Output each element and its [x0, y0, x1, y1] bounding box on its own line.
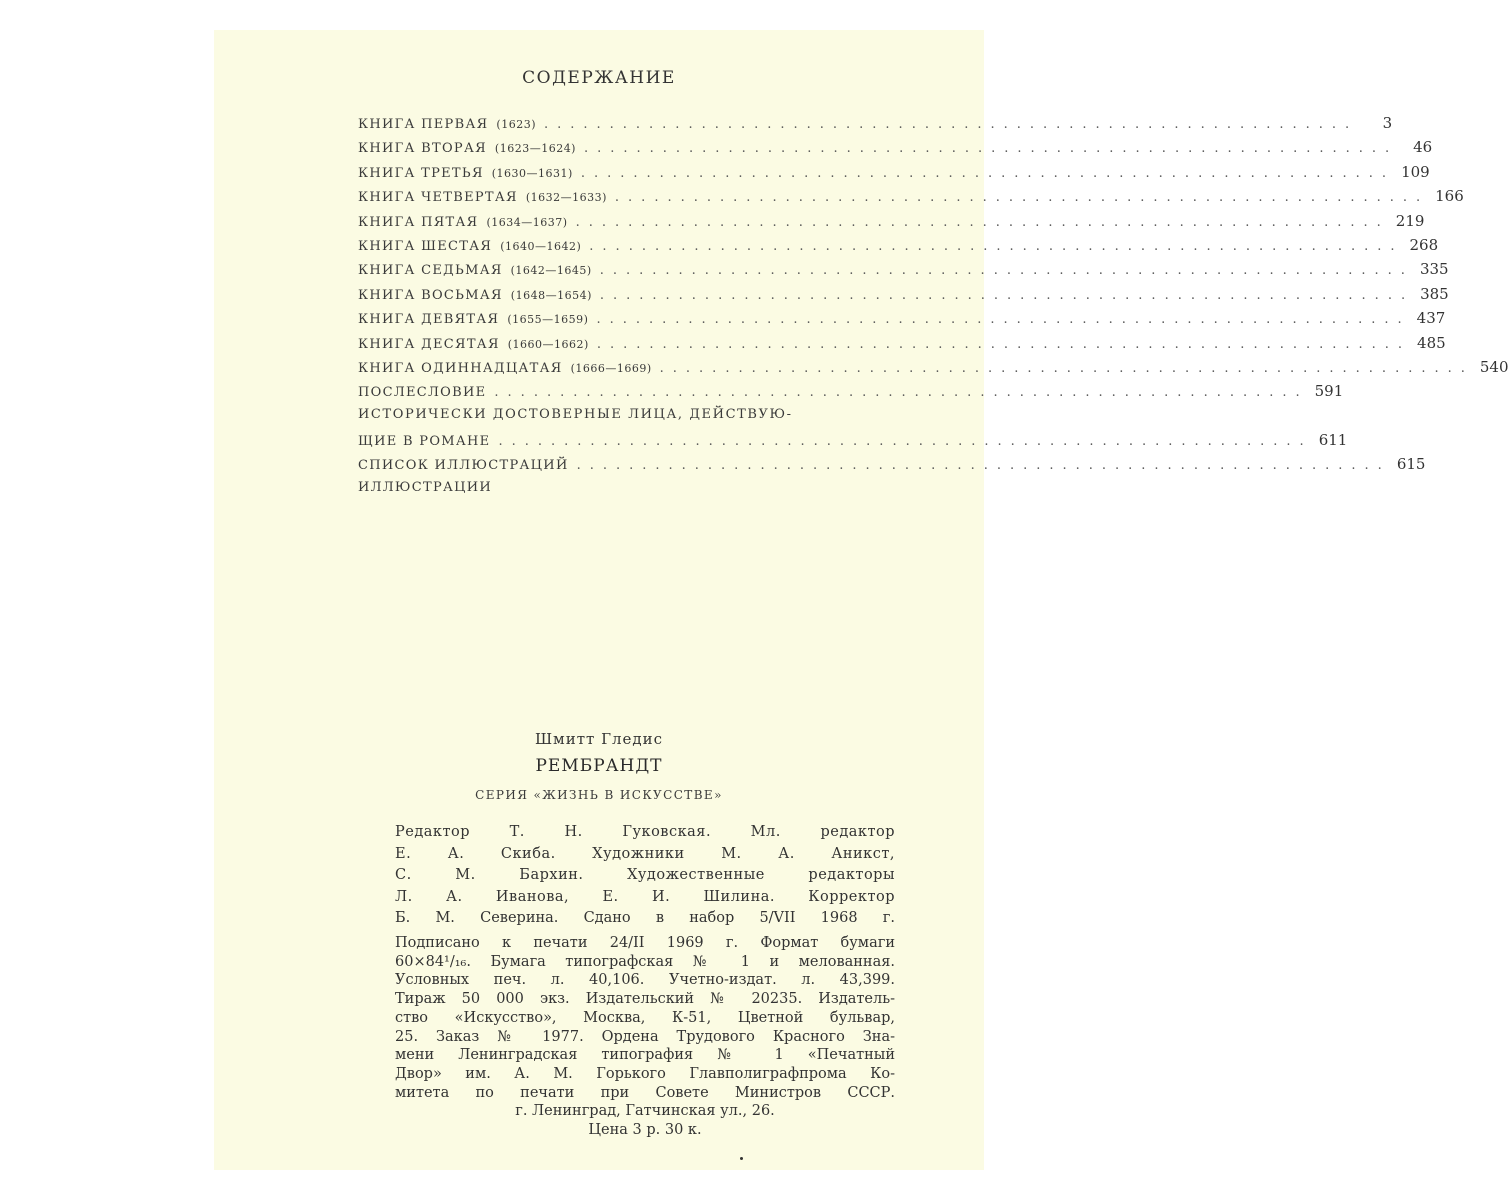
- imprint-block: [214, 730, 984, 1139]
- leader-dots: ..............................................................: [599, 287, 1415, 303]
- toc-entry: [358, 333, 1446, 358]
- details-line: мени Ленинградская типография № 1 «Печатный: [395, 1047, 895, 1064]
- toc-entry-page: 437: [1416, 309, 1446, 328]
- toc-entry-years: (1632—1633): [525, 191, 607, 205]
- details-line: г. Ленинград, Гатчинская ул., 26.: [515, 1103, 775, 1120]
- toc-entry-label: КНИГА ДЕВЯТАЯ: [358, 312, 500, 328]
- toc-entry: [358, 284, 1449, 309]
- contents-title: СОДЕРЖАНИЕ: [522, 68, 676, 88]
- toc-entry-page: 385: [1420, 284, 1449, 303]
- toc-entry: [358, 455, 1426, 479]
- toc-entry-label: КНИГА ДЕСЯТАЯ: [358, 336, 500, 352]
- credits-paragraph: [395, 822, 895, 930]
- toc-entry-page: 268: [1409, 235, 1439, 254]
- leader-dots: ..............................................................: [498, 434, 1313, 450]
- toc-entry: [358, 162, 1430, 187]
- toc-entry-years: (1655—1659): [507, 313, 589, 327]
- toc-entry: [358, 211, 1425, 236]
- price-line: Цена 3 р. 30 к.: [588, 1122, 702, 1139]
- leader-dots: ..............................................................: [614, 190, 1430, 206]
- toc-entry-page: 591: [1314, 382, 1344, 401]
- toc-entry-label: ИСТОРИЧЕСКИ ДОСТОВЕРНЫЕ ЛИЦА, ДЕЙСТВУЮ-: [358, 406, 793, 422]
- toc-entry-label: ЩИЕ В РОМАНЕ: [358, 434, 491, 450]
- details-line: ство «Искусство», Москва, К-51, Цветной бульвар,: [395, 1009, 895, 1026]
- details-line: Подписано к печати 24/II 1969 г. Формат бумаги: [395, 935, 895, 951]
- leader-dots: ..............................................................: [494, 385, 1309, 401]
- toc-entry: [358, 309, 1446, 333]
- toc-entry-years: (1623—1624): [494, 142, 576, 156]
- leader-dots: ..............................................................: [580, 165, 1396, 181]
- toc-entry-page: 615: [1396, 455, 1426, 474]
- toc-entry: [358, 260, 1449, 284]
- toc-entry-label: КНИГА ПЯТАЯ: [358, 214, 479, 230]
- toc-entry: [358, 480, 918, 504]
- toc-entry-page: 3: [1382, 114, 1393, 132]
- toc-entry: [358, 114, 1393, 138]
- toc-entry-label: КНИГА ПЕРВАЯ: [358, 117, 489, 132]
- toc-entry-label: КНИГА ОДИННАДЦАТАЯ: [358, 360, 563, 376]
- toc-entry-label: КНИГА ВОСЬМАЯ: [358, 287, 503, 303]
- toc-entry: [358, 138, 1433, 162]
- leader-dots: ..............................................................: [596, 336, 1412, 352]
- toc-entry-page: 109: [1401, 162, 1430, 181]
- toc-entry: [358, 357, 1509, 382]
- leader-dots: ..............................................................: [543, 117, 1359, 132]
- toc-entry-years: (1642—1645): [510, 264, 592, 278]
- toc-entry-label: КНИГА ВТОРАЯ: [358, 141, 487, 157]
- toc-entry-page: 611: [1318, 431, 1348, 450]
- toc-entry: [358, 407, 918, 431]
- leader-dots: ..............................................................: [589, 238, 1404, 254]
- toc-entry-page: 540: [1479, 357, 1509, 376]
- toc-entry-label: КНИГА ЧЕТВЕРТАЯ: [358, 190, 518, 206]
- toc-entry-page: 46: [1413, 138, 1433, 157]
- author-name: Шмитт Гледис: [534, 730, 664, 748]
- credits-line: Л. А. Иванова, Е. И. Шилина. Корректор: [395, 888, 895, 905]
- credits-line: Е. А. Скиба. Художники М. А. Аникст,: [395, 845, 895, 862]
- leader-dots: ..............................................................: [599, 263, 1414, 279]
- toc-entry: [358, 187, 1464, 211]
- toc-entry-label: СПИСОК ИЛЛЮСТРАЦИЙ: [358, 458, 569, 474]
- series-name: СЕРИЯ «ЖИЗНЬ В ИСКУССТВЕ»: [475, 788, 723, 802]
- toc-entry-label: КНИГА СЕДЬМАЯ: [358, 263, 503, 279]
- credits-line: Б. М. Северина. Сдано в набор 5/VII 1968 г.: [395, 910, 895, 926]
- details-line: Условных печ. л. 40,106. Учетно-издат. л. 43,399.: [395, 972, 895, 989]
- leader-dots: ..............................................................: [596, 312, 1411, 328]
- ink-dot: [740, 1157, 743, 1160]
- leader-dots: ..............................................................: [659, 360, 1474, 376]
- credits-line: С. М. Бархин. Художественные редакторы: [395, 867, 895, 883]
- toc-entry-label: КНИГА ТРЕТЬЯ: [358, 165, 484, 181]
- toc-entry-years: (1640—1642): [500, 239, 582, 253]
- toc-entry-label: КНИГА ШЕСТАЯ: [358, 238, 493, 254]
- book-title: РЕМБРАНДТ: [535, 756, 663, 776]
- toc-entry: [358, 235, 1439, 260]
- toc-entry-years: (1634—1637): [486, 215, 568, 229]
- toc-entry-label: ПОСЛЕСЛОВИЕ: [358, 385, 487, 401]
- leader-dots: ..............................................................: [575, 214, 1390, 230]
- toc-entry-page: 166: [1435, 187, 1464, 206]
- details-line: 60×84¹/₁₆. Бумага типографская № 1 и мелованная.: [395, 953, 895, 970]
- toc-entry-years: (1660—1662): [507, 337, 589, 351]
- book-page: [214, 30, 1509, 1170]
- toc-entry-years: (1666—1669): [570, 361, 652, 375]
- credits-line: Редактор Т. Н. Гуковская. Мл. редактор: [395, 824, 895, 840]
- toc-entry: [358, 431, 1348, 455]
- details-line: митета по печати при Совете Министров СССР.: [395, 1084, 895, 1101]
- toc-entry-page: 219: [1395, 211, 1425, 230]
- toc-entry-page: 335: [1419, 260, 1449, 279]
- leader-dots: ..............................................................: [576, 458, 1391, 474]
- table-of-contents: [358, 114, 1509, 504]
- leader-dots: ..............................................................: [583, 141, 1399, 157]
- toc-entry-page: 485: [1417, 333, 1446, 352]
- toc-entry-years: (1630—1631): [491, 166, 573, 180]
- details-line: Тираж 50 000 экз. Издательский № 20235. Издатель-: [395, 991, 895, 1008]
- toc-entry-years: (1623): [496, 118, 536, 131]
- toc-entry-years: (1648—1654): [510, 288, 592, 302]
- details-line: 25. Заказ № 1977. Ордена Трудового Красного Зна-: [395, 1028, 895, 1045]
- details-line: Двор» им. А. М. Горького Главполиграфпрома Ко-: [395, 1065, 895, 1082]
- toc-entry: [358, 382, 1344, 406]
- publication-details: [395, 934, 895, 1140]
- toc-entry-label: ИЛЛЮСТРАЦИИ: [358, 479, 493, 495]
